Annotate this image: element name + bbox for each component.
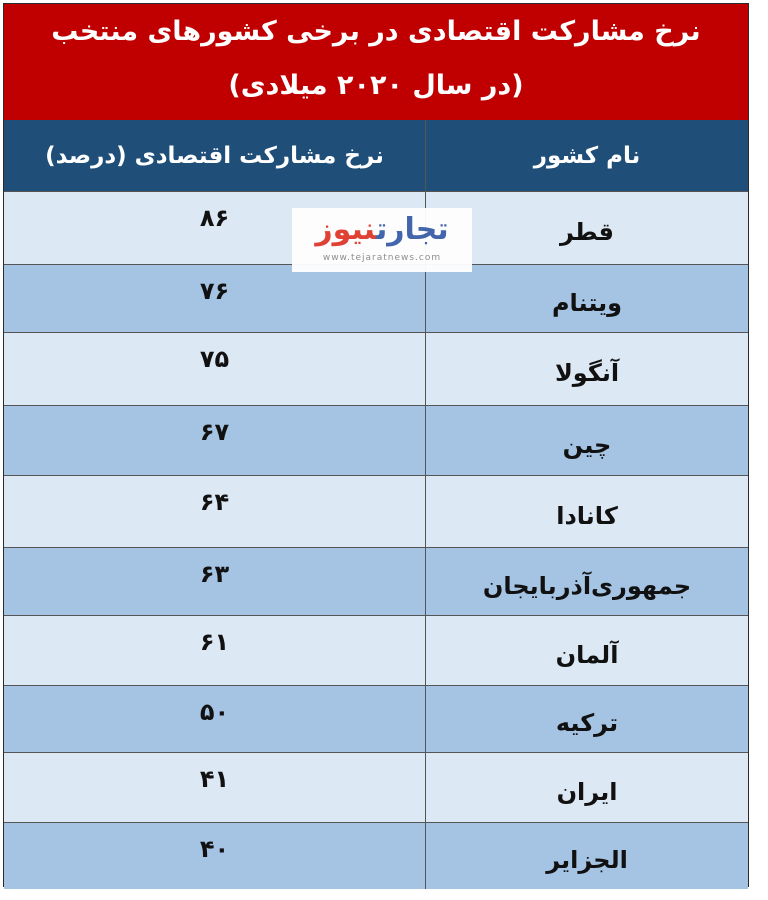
watermark-logo-text (292, 208, 472, 252)
value-column-header: نرخ مشارکت اقتصادی (درصد) (45, 142, 384, 169)
table-subtitle: (در سال ۲۰۲۰ میلادی) (228, 70, 524, 101)
watermark-logo-part2: نیوز (315, 212, 376, 247)
country-name: کانادا (425, 476, 748, 547)
participation-rate-value: ۷۵ (199, 345, 230, 373)
participation-rate-value: ۴۱ (199, 765, 230, 793)
country-name: ترکیه (425, 686, 748, 752)
header-row (4, 120, 748, 191)
participation-rate-value: ۶۷ (199, 418, 230, 446)
participation-rate-value: ۴۰ (199, 835, 230, 863)
country-name: آلمان (425, 616, 748, 685)
country-column-header: نام کشور (425, 120, 748, 191)
title-band (4, 4, 748, 120)
participation-rate-value: ۸۶ (199, 204, 230, 232)
table-row (4, 685, 748, 752)
table-row (4, 332, 748, 405)
participation-rate-value: ۵۰ (199, 698, 230, 726)
country-name: چین (425, 406, 748, 475)
table-row (4, 752, 748, 822)
watermark-logo-part1: تجارت (375, 212, 449, 247)
table-frame (3, 3, 749, 887)
table-row (4, 547, 748, 615)
table-row (4, 475, 748, 547)
watermark-url: www.tejaratnews.com (322, 253, 442, 263)
table-row (4, 822, 748, 889)
country-name: ایران (425, 753, 748, 822)
table-row (4, 615, 748, 685)
participation-rate-value: ۶۳ (199, 560, 230, 588)
table-title: نرخ مشارکت اقتصادی در برخی کشورهای منتخب (51, 16, 701, 47)
participation-rate-value: ۶۴ (199, 488, 230, 516)
country-name: الجزایر (425, 823, 748, 889)
watermark-logo (292, 208, 472, 272)
country-name: آنگولا (425, 333, 748, 405)
country-name: ویتنام (425, 265, 748, 332)
participation-rate-value: ۶۱ (199, 628, 230, 656)
participation-rate-value: ۷۶ (199, 277, 230, 305)
country-name: قطر (425, 192, 748, 264)
table-row (4, 405, 748, 475)
table-row (4, 264, 748, 332)
country-name: جمهوری‌آذربایجان (425, 548, 748, 615)
